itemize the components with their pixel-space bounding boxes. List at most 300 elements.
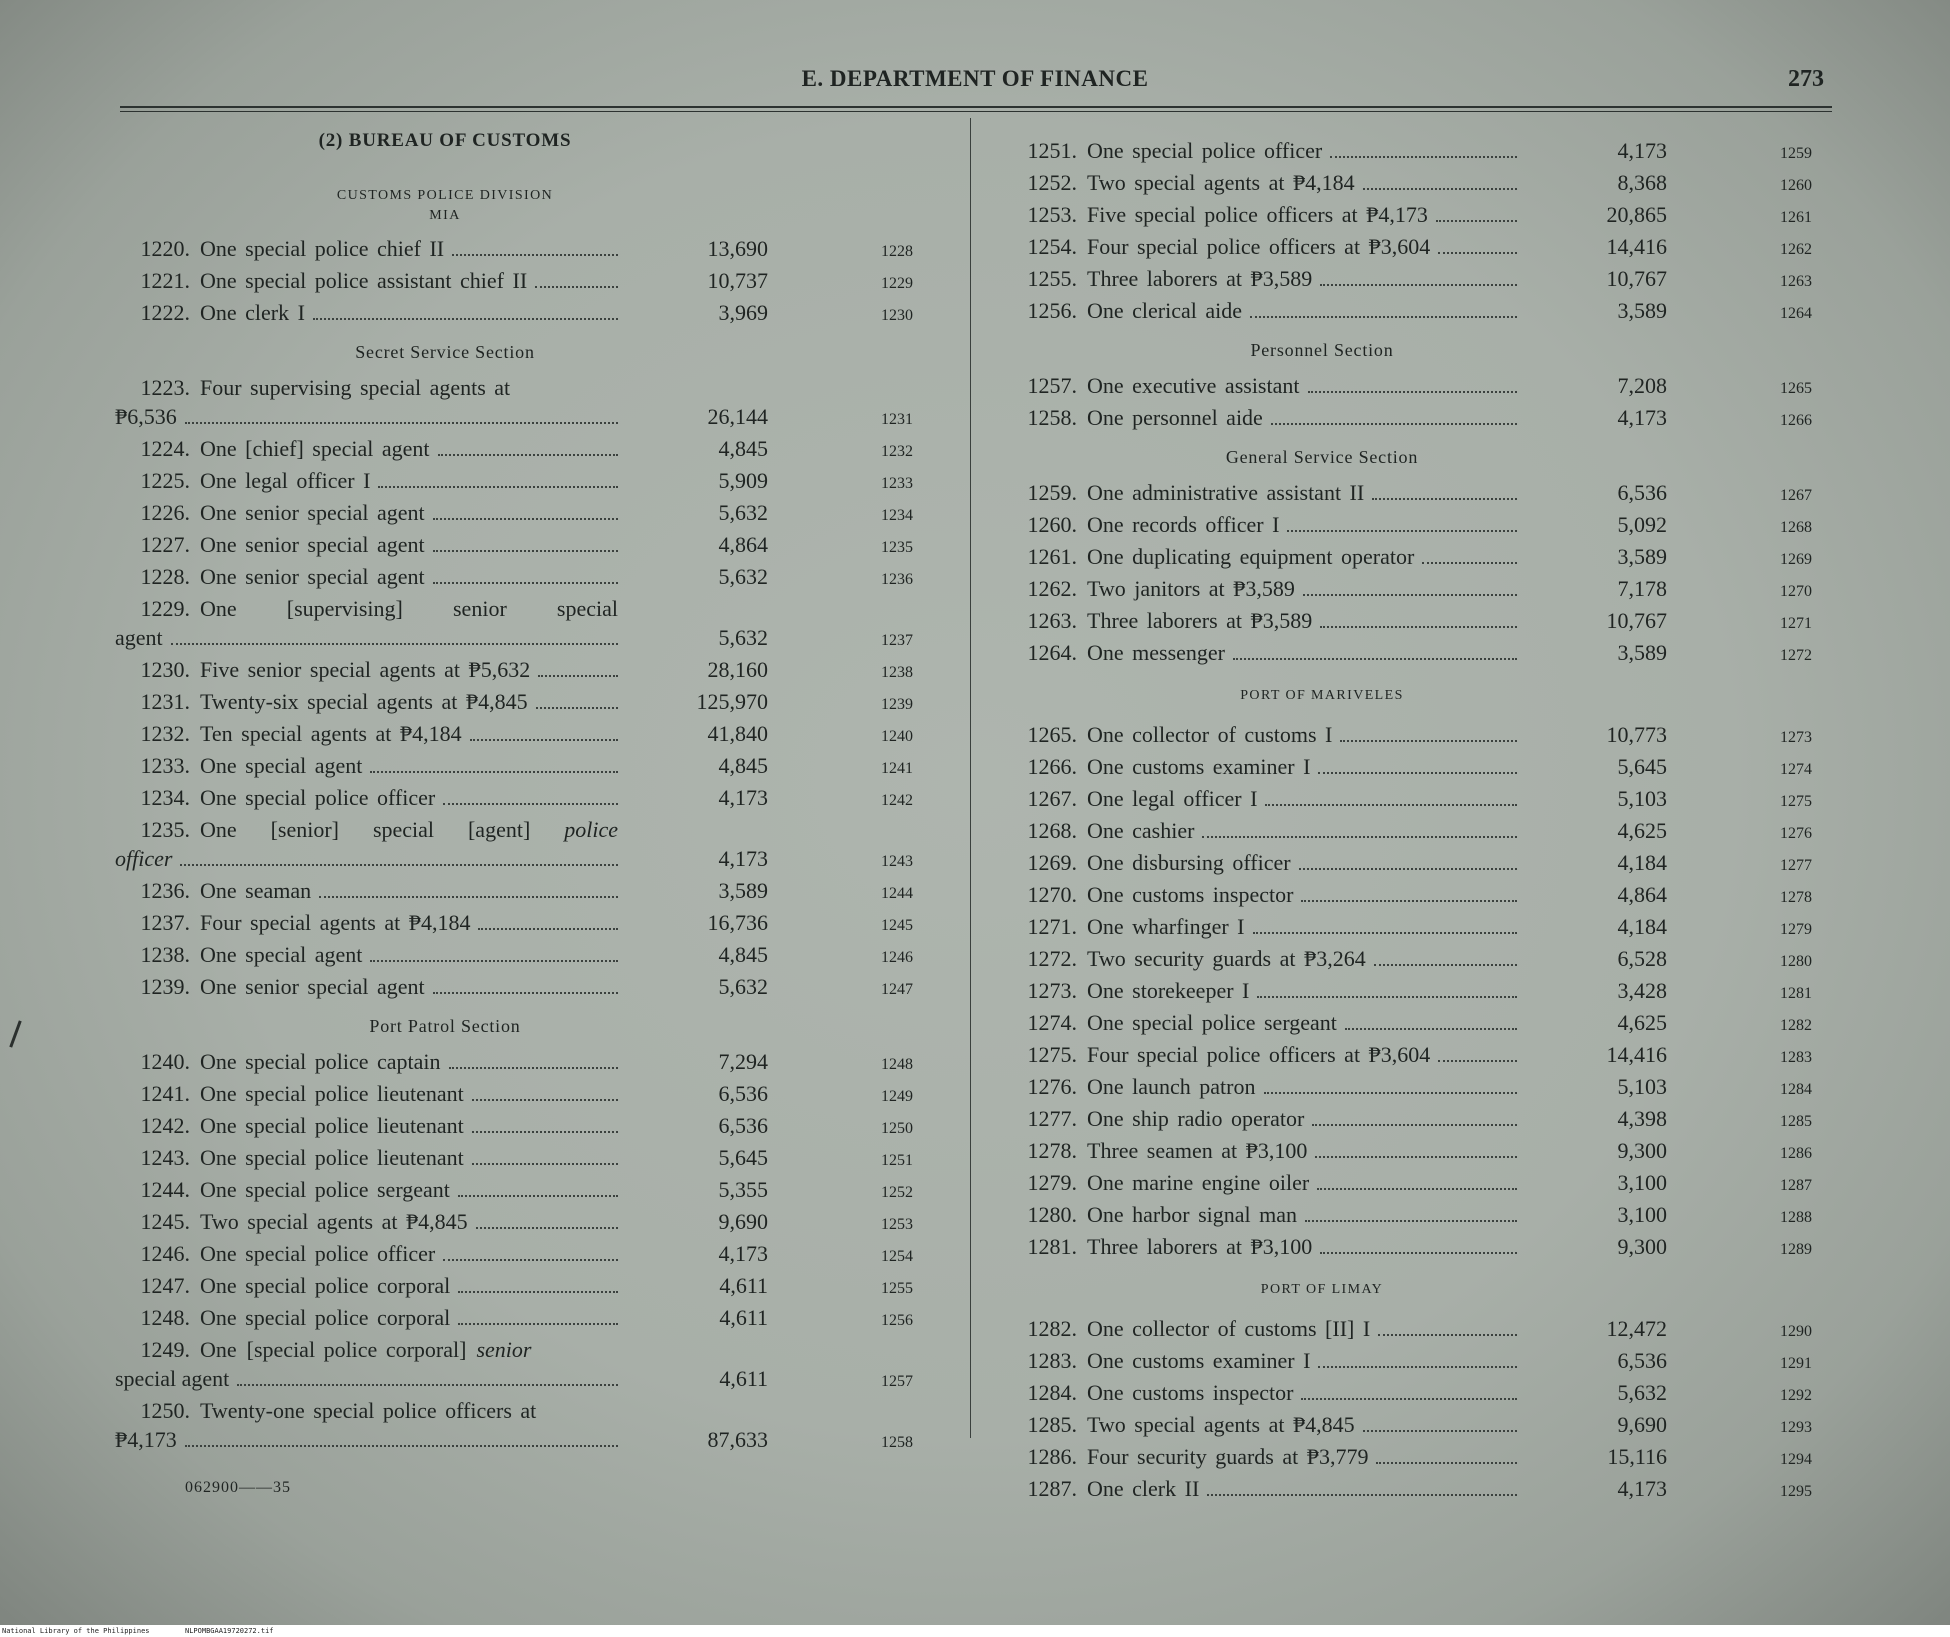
item-amount: 6,536 <box>718 1113 768 1138</box>
item-description: Four special police officers at ₱3,604 <box>1087 234 1431 259</box>
item-description: Four special police officers at ₱3,604 <box>1087 1042 1431 1067</box>
item-description-cont: ₱4,173 <box>115 1427 177 1452</box>
item-description: Two special agents at ₱4,845 <box>200 1209 468 1234</box>
line-item <box>115 373 960 434</box>
item-word-italic: senior <box>476 1337 532 1362</box>
item-number: 1239. <box>140 974 190 999</box>
item-number: 1234. <box>140 785 190 810</box>
line-item <box>1002 136 1872 168</box>
item-ref: 1237 <box>881 632 913 649</box>
item-description: One administrative assistant II <box>1087 480 1365 505</box>
item-description: Twenty-six special agents at ₱4,845 <box>200 689 528 714</box>
scan-footer <box>0 1625 1950 1637</box>
item-number: 1227. <box>140 532 190 557</box>
item-amount: 3,589 <box>1617 298 1667 323</box>
item-number: 1225. <box>140 468 190 493</box>
item-description: One duplicating equipment operator <box>1087 544 1415 569</box>
item-description: One special police chief II <box>200 236 445 261</box>
item-amount: 4,625 <box>1617 818 1667 843</box>
line-item <box>1002 296 1872 328</box>
item-ref: 1268 <box>1780 519 1812 536</box>
item-number: 1246. <box>140 1241 190 1266</box>
item-amount: 4,173 <box>1617 138 1667 163</box>
item-amount: 5,355 <box>718 1177 768 1202</box>
item-amount: 4,845 <box>718 942 768 967</box>
item-word: One <box>200 817 237 842</box>
item-number: 1244. <box>140 1177 190 1202</box>
item-ref: 1286 <box>1780 1145 1812 1162</box>
item-ref: 1294 <box>1780 1451 1812 1468</box>
item-ref: 1257 <box>881 1373 913 1390</box>
item-description: Two special agents at ₱4,845 <box>1087 1412 1355 1437</box>
item-amount: 6,536 <box>1617 480 1667 505</box>
item-description: One special police sergeant <box>200 1177 450 1202</box>
item-amount: 6,536 <box>718 1081 768 1106</box>
item-list <box>1002 1314 1872 1506</box>
line-item <box>115 498 960 530</box>
item-number: 1230. <box>140 657 190 682</box>
item-number: 1262. <box>1027 576 1077 601</box>
item-description: One executive assistant <box>1087 373 1300 398</box>
line-item <box>1002 264 1872 296</box>
item-ref: 1292 <box>1780 1387 1812 1404</box>
item-description: One special police sergeant <box>1087 1010 1337 1035</box>
item-list <box>1002 720 1872 1264</box>
item-description: One clerk II <box>1087 1476 1200 1501</box>
item-description: Two special agents at ₱4,184 <box>1087 170 1355 195</box>
item-description: One wharfinger I <box>1087 914 1245 939</box>
item-number: 1265. <box>1027 722 1077 747</box>
line-item <box>1002 478 1872 510</box>
item-amount: 14,416 <box>1606 1042 1667 1067</box>
item-ref: 1277 <box>1780 857 1812 874</box>
line-item <box>115 1111 960 1143</box>
item-ref: 1236 <box>881 571 913 588</box>
page-number: 273 <box>1788 66 1824 92</box>
item-amount: 4,625 <box>1617 1010 1667 1035</box>
item-ref: 1233 <box>881 475 913 492</box>
running-head: E. DEPARTMENT OF FINANCE <box>801 66 1149 91</box>
division-heading: CUSTOMS POLICE DIVISION <box>336 188 554 203</box>
line-item <box>115 972 960 1004</box>
item-description: One storekeeper I <box>1087 978 1250 1003</box>
item-ref: 1244 <box>881 885 913 902</box>
line-item <box>1002 944 1872 976</box>
item-ref: 1246 <box>881 949 913 966</box>
item-ref: 1259 <box>1780 145 1812 162</box>
item-description: One special agent <box>200 942 363 967</box>
item-number: 1248. <box>140 1305 190 1330</box>
item-ref: 1250 <box>881 1120 913 1137</box>
item-number: 1250. <box>140 1398 190 1423</box>
line-item <box>1002 880 1872 912</box>
line-item <box>1002 976 1872 1008</box>
item-description: One senior special agent <box>200 500 425 525</box>
item-ref: 1265 <box>1780 380 1812 397</box>
item-description: One special police corporal <box>200 1305 451 1330</box>
item-amount: 4,173 <box>718 785 768 810</box>
line-item <box>115 266 960 298</box>
item-amount: 87,633 <box>707 1427 768 1452</box>
item-description: Two security guards at ₱3,264 <box>1087 946 1366 971</box>
item-amount: 16,736 <box>707 910 768 935</box>
item-number: 1226. <box>140 500 190 525</box>
item-ref: 1258 <box>881 1434 913 1451</box>
scan-footer-library: National Library of the Philippines <box>2 1627 150 1635</box>
item-number: 1287. <box>1027 1476 1077 1501</box>
item-amount: 7,178 <box>1617 576 1667 601</box>
header-rule <box>120 106 1832 108</box>
item-list <box>1002 371 1872 435</box>
line-item <box>1002 1168 1872 1200</box>
item-description: Four special agents at ₱4,184 <box>200 910 471 935</box>
item-ref: 1276 <box>1780 825 1812 842</box>
item-amount: 3,589 <box>718 878 768 903</box>
line-item <box>115 655 960 687</box>
item-word: One <box>200 1337 237 1362</box>
item-amount: 4,845 <box>718 436 768 461</box>
item-description: One clerk I <box>200 300 305 325</box>
item-description: One harbor signal man <box>1087 1202 1297 1227</box>
item-list <box>115 876 960 1004</box>
line-item <box>115 234 960 266</box>
item-number: 1253. <box>1027 202 1077 227</box>
item-ref: 1282 <box>1780 1017 1812 1034</box>
item-number: 1251. <box>1027 138 1077 163</box>
item-ref: 1295 <box>1780 1483 1812 1500</box>
item-ref: 1264 <box>1780 305 1812 322</box>
item-description: One special police officer <box>1087 138 1323 163</box>
column-divider <box>970 118 971 1438</box>
item-description: One legal officer I <box>1087 786 1258 811</box>
item-description: Four supervising special agents at <box>200 375 511 400</box>
line-item <box>115 1271 960 1303</box>
line-item <box>1002 720 1872 752</box>
item-number: 1264. <box>1027 640 1077 665</box>
line-item <box>115 1175 960 1207</box>
item-number: 1273. <box>1027 978 1077 1003</box>
item-description-cont: ₱6,536 <box>115 404 177 429</box>
item-ref: 1263 <box>1780 273 1812 290</box>
line-item <box>1002 168 1872 200</box>
line-item <box>115 530 960 562</box>
item-amount: 4,398 <box>1617 1106 1667 1131</box>
item-number: 1252. <box>1027 170 1077 195</box>
item-ref: 1281 <box>1780 985 1812 1002</box>
item-number: 1228. <box>140 564 190 589</box>
line-item <box>115 594 960 655</box>
line-item <box>115 1207 960 1239</box>
item-amount: 8,368 <box>1617 170 1667 195</box>
line-item <box>1002 1040 1872 1072</box>
item-description: One special police corporal <box>200 1273 451 1298</box>
line-item <box>115 1303 960 1335</box>
item-word: senior <box>453 596 507 621</box>
item-number: 1233. <box>140 753 190 778</box>
line-item <box>1002 912 1872 944</box>
item-amount: 5,632 <box>718 500 768 525</box>
line-item <box>115 940 960 972</box>
item-number: 1266. <box>1027 754 1077 779</box>
section-heading-port-patrol: Port Patrol Section <box>369 1016 521 1036</box>
item-ref: 1231 <box>881 411 913 428</box>
item-description: Twenty-one special police officers at <box>200 1398 537 1423</box>
item-number: 1221. <box>140 268 190 293</box>
item-ref: 1262 <box>1780 241 1812 258</box>
item-amount: 9,300 <box>1617 1138 1667 1163</box>
item-number: 1278. <box>1027 1138 1077 1163</box>
item-number: 1235. <box>140 817 190 842</box>
item-number: 1223. <box>140 375 190 400</box>
item-description: Five special police officers at ₱4,173 <box>1087 202 1428 227</box>
item-amount: 5,103 <box>1617 786 1667 811</box>
item-description: One special police lieutenant <box>200 1113 464 1138</box>
item-description: One clerical aide <box>1087 298 1243 323</box>
item-list <box>115 1047 960 1335</box>
line-item <box>115 876 960 908</box>
item-amount: 14,416 <box>1606 234 1667 259</box>
item-word: [agent] <box>467 817 531 842</box>
item-amount: 15,116 <box>1607 1444 1667 1469</box>
item-number: 1241. <box>140 1081 190 1106</box>
item-description: Three laborers at ₱3,100 <box>1087 1234 1313 1259</box>
item-ref: 1249 <box>881 1088 913 1105</box>
item-description: One collector of customs [II] I <box>1087 1316 1371 1341</box>
item-ref: 1274 <box>1780 761 1812 778</box>
line-item <box>1002 1474 1872 1506</box>
item-list <box>115 655 960 815</box>
item-ref: 1245 <box>881 917 913 934</box>
item-amount: 4,173 <box>718 846 768 871</box>
item-amount: 28,160 <box>707 657 768 682</box>
item-description-cont: agent <box>115 625 163 650</box>
item-amount: 13,690 <box>707 236 768 261</box>
item-number: 1281. <box>1027 1234 1077 1259</box>
line-item <box>115 783 960 815</box>
item-amount: 125,970 <box>696 689 768 714</box>
item-word: special <box>556 596 618 621</box>
item-number: 1275. <box>1027 1042 1077 1067</box>
item-amount: 41,840 <box>707 721 768 746</box>
line-item <box>1002 510 1872 542</box>
item-list <box>115 434 960 594</box>
item-amount: 6,528 <box>1617 946 1667 971</box>
item-ref: 1283 <box>1780 1049 1812 1066</box>
item-ref: 1284 <box>1780 1081 1812 1098</box>
item-number: 1242. <box>140 1113 190 1138</box>
line-item <box>1002 784 1872 816</box>
item-description-cont: special agent <box>115 1366 230 1391</box>
item-description: Three laborers at ₱3,589 <box>1087 266 1313 291</box>
item-amount: 10,737 <box>707 268 768 293</box>
item-amount: 6,536 <box>1617 1348 1667 1373</box>
item-description: One collector of customs I <box>1087 722 1333 747</box>
line-item <box>115 434 960 466</box>
item-amount: 4,611 <box>719 1366 768 1391</box>
port-heading-limay: PORT OF LIMAY <box>1260 1282 1384 1297</box>
item-description: One [chief] special agent <box>200 436 430 461</box>
line-item <box>115 1335 960 1396</box>
line-item <box>1002 1200 1872 1232</box>
item-amount: 9,690 <box>718 1209 768 1234</box>
item-description: One special police captain <box>200 1049 441 1074</box>
item-number: 1272. <box>1027 946 1077 971</box>
item-ref: 1254 <box>881 1248 913 1265</box>
item-amount: 4,611 <box>719 1273 768 1298</box>
item-number: 1276. <box>1027 1074 1077 1099</box>
item-amount: 9,690 <box>1617 1412 1667 1437</box>
line-item <box>115 466 960 498</box>
item-description: One disbursing officer <box>1087 850 1291 875</box>
item-ref: 1280 <box>1780 953 1812 970</box>
item-ref: 1238 <box>881 664 913 681</box>
section-heading-general-service: General Service Section <box>1225 447 1419 467</box>
item-ref: 1270 <box>1780 583 1812 600</box>
item-number: 1284. <box>1027 1380 1077 1405</box>
item-list <box>115 234 960 330</box>
line-item <box>115 1143 960 1175</box>
item-description: One ship radio operator <box>1087 1106 1305 1131</box>
line-item <box>1002 1410 1872 1442</box>
item-number: 1261. <box>1027 544 1077 569</box>
item-description: One senior special agent <box>200 564 425 589</box>
item-list <box>1002 136 1872 328</box>
item-description: Five senior special agents at ₱5,632 <box>200 657 531 682</box>
item-number: 1231. <box>140 689 190 714</box>
item-number: 1254. <box>1027 234 1077 259</box>
item-number: 1256. <box>1027 298 1077 323</box>
line-item <box>1002 606 1872 638</box>
item-description: One special police officer <box>200 1241 436 1266</box>
item-description: One seaman <box>200 878 312 903</box>
item-amount: 4,611 <box>719 1305 768 1330</box>
line-item <box>115 1239 960 1271</box>
item-description-cont: officer <box>115 846 173 871</box>
line-item <box>115 719 960 751</box>
item-ref: 1288 <box>1780 1209 1812 1226</box>
item-description: One customs inspector <box>1087 882 1294 907</box>
line-item <box>1002 1378 1872 1410</box>
item-amount: 4,864 <box>1617 882 1667 907</box>
item-amount: 5,645 <box>1617 754 1667 779</box>
item-number: 1279. <box>1027 1170 1077 1195</box>
item-ref: 1255 <box>881 1280 913 1297</box>
item-amount: 4,864 <box>718 532 768 557</box>
header-rule-thin <box>120 111 1832 112</box>
line-item <box>1002 232 1872 264</box>
item-amount: 7,294 <box>718 1049 768 1074</box>
item-amount: 4,184 <box>1617 914 1667 939</box>
line-item <box>115 908 960 940</box>
item-description: One senior special agent <box>200 974 425 999</box>
line-item <box>1002 1008 1872 1040</box>
line-item <box>1002 1314 1872 1346</box>
item-amount: 4,173 <box>1617 1476 1667 1501</box>
item-number: 1258. <box>1027 405 1077 430</box>
item-amount: 5,632 <box>1617 1380 1667 1405</box>
left-column <box>115 130 960 1497</box>
item-ref: 1271 <box>1780 615 1812 632</box>
division-subheading: MIA <box>429 208 461 223</box>
item-amount: 4,173 <box>718 1241 768 1266</box>
item-number: 1220. <box>140 236 190 261</box>
line-item <box>115 687 960 719</box>
item-description: One personnel aide <box>1087 405 1263 430</box>
line-item <box>115 751 960 783</box>
item-ref: 1248 <box>881 1056 913 1073</box>
item-ref: 1269 <box>1780 551 1812 568</box>
line-item <box>1002 1442 1872 1474</box>
print-code: 062900——35 <box>185 1479 291 1496</box>
line-item <box>1002 1104 1872 1136</box>
item-ref: 1285 <box>1780 1113 1812 1130</box>
item-description: One customs examiner I <box>1087 754 1311 779</box>
item-number: 1283. <box>1027 1348 1077 1373</box>
item-ref: 1241 <box>881 760 913 777</box>
item-number: 1238. <box>140 942 190 967</box>
item-number: 1247. <box>140 1273 190 1298</box>
line-item <box>1002 848 1872 880</box>
item-number: 1255. <box>1027 266 1077 291</box>
line-item <box>115 1079 960 1111</box>
item-number: 1222. <box>140 300 190 325</box>
line-item <box>1002 816 1872 848</box>
item-number: 1270. <box>1027 882 1077 907</box>
item-number: 1274. <box>1027 1010 1077 1035</box>
line-item <box>1002 638 1872 670</box>
item-amount: 5,103 <box>1617 1074 1667 1099</box>
item-word: [senior] <box>270 817 340 842</box>
item-ref: 1291 <box>1780 1355 1812 1372</box>
scan-footer-filename: NLPOMBGAA19720272.tif <box>185 1627 274 1635</box>
item-description: Ten special agents at ₱4,184 <box>200 721 462 746</box>
item-amount: 3,589 <box>1617 640 1667 665</box>
bureau-heading: (2) BUREAU OF CUSTOMS <box>318 130 572 151</box>
item-ref: 1256 <box>881 1312 913 1329</box>
item-number: 1263. <box>1027 608 1077 633</box>
item-description: One customs examiner I <box>1087 1348 1311 1373</box>
item-ref: 1252 <box>881 1184 913 1201</box>
item-number: 1282. <box>1027 1316 1077 1341</box>
item-description: One special agent <box>200 753 363 778</box>
item-ref: 1278 <box>1780 889 1812 906</box>
item-number: 1285. <box>1027 1412 1077 1437</box>
item-amount: 5,632 <box>718 625 768 650</box>
item-number: 1249. <box>140 1337 190 1362</box>
item-amount: 5,632 <box>718 564 768 589</box>
item-description: One records officer I <box>1087 512 1280 537</box>
item-amount: 5,645 <box>718 1145 768 1170</box>
item-ref: 1267 <box>1780 487 1812 504</box>
item-ref: 1261 <box>1780 209 1812 226</box>
item-ref: 1230 <box>881 307 913 324</box>
line-item <box>1002 1072 1872 1104</box>
item-ref: 1260 <box>1780 177 1812 194</box>
line-item <box>115 1396 960 1457</box>
line-item <box>1002 1136 1872 1168</box>
item-amount: 4,184 <box>1617 850 1667 875</box>
item-amount: 12,472 <box>1606 1316 1667 1341</box>
item-number: 1240. <box>140 1049 190 1074</box>
item-number: 1267. <box>1027 786 1077 811</box>
item-description: One marine engine oiler <box>1087 1170 1310 1195</box>
line-item <box>115 562 960 594</box>
item-ref: 1235 <box>881 539 913 556</box>
item-ref: 1290 <box>1780 1323 1812 1340</box>
item-ref: 1273 <box>1780 729 1812 746</box>
item-number: 1257. <box>1027 373 1077 398</box>
item-description: One special police assistant chief II <box>200 268 528 293</box>
